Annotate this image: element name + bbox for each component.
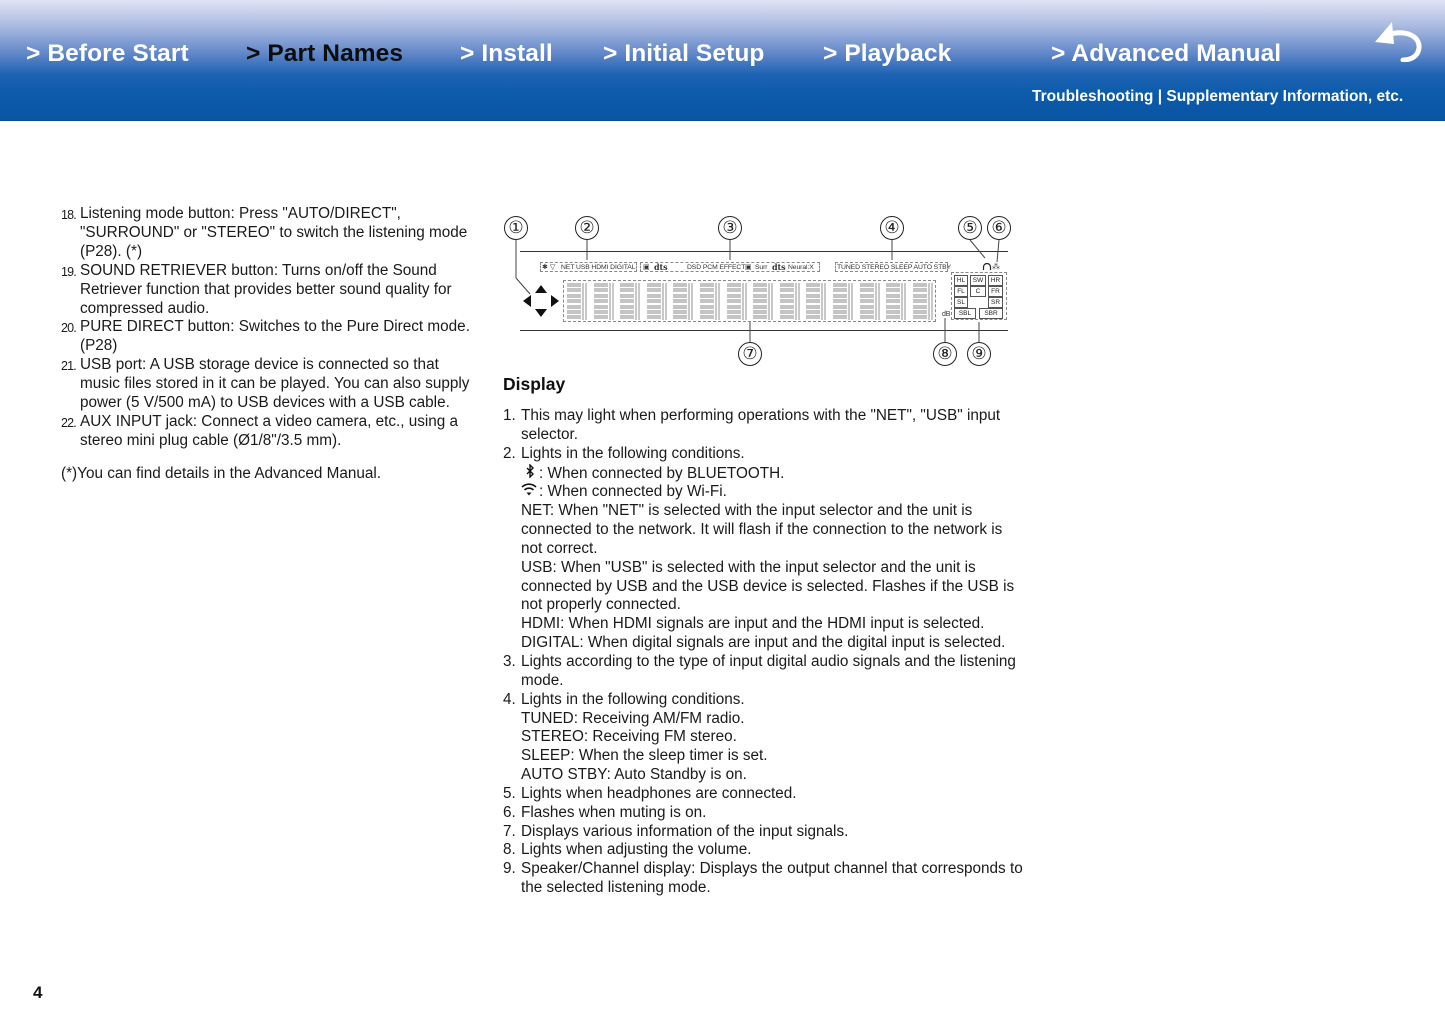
list-item	[503, 407, 1023, 445]
speaker-c: C	[970, 286, 986, 297]
speaker-fl: FL	[954, 286, 968, 297]
sub-item	[503, 464, 1023, 484]
item-number: 5.	[503, 784, 516, 802]
format-indicators: DSD PCM EFFECT	[687, 263, 746, 271]
sub-item: USB: When "USB" is selected with the input selector and the unit is connected by USB and the USB device is selected. Flashes if the USB is not properly connected.	[521, 558, 1015, 614]
item-number: 4.	[503, 690, 516, 708]
item-number: 1.	[503, 407, 516, 424]
item-text: Displays various information of the input signals.	[521, 822, 849, 840]
list-item	[61, 356, 471, 413]
item-text: Speaker/Channel display: Displays the output channel that corresponds to the selected listening mode.	[521, 860, 1023, 897]
item-text: Lights according to the type of input digital audio signals and the listening mode.	[521, 652, 1016, 689]
item-number: 3.	[503, 652, 516, 670]
item-number: 20.	[61, 321, 76, 336]
list-item	[61, 413, 471, 451]
nav-playback[interactable]: > Playback	[823, 40, 952, 67]
list-item	[503, 653, 1023, 691]
character-cell	[567, 283, 587, 320]
callout-1: ①	[504, 216, 528, 240]
supplementary-info-link[interactable]: Supplementary Information, etc.	[1166, 88, 1404, 105]
speaker-sr: SR	[988, 297, 1003, 308]
item-number: 7.	[503, 822, 516, 840]
speaker-hl: HL	[954, 275, 968, 286]
mute-icon: ⁂	[992, 262, 1000, 271]
db-label: dB	[942, 311, 951, 318]
list-item	[61, 262, 471, 319]
item-number: 9.	[503, 860, 516, 878]
character-cell	[727, 283, 747, 320]
callout-5: ⑤	[958, 216, 982, 240]
sub-item: DIGITAL: When digital signals are input and the digital input is selected.	[521, 634, 1006, 652]
input-indicators: NET USB HDMI DIGITAL	[561, 263, 636, 271]
callout-8: ⑧	[933, 342, 957, 366]
item-text: USB port: A USB storage device is connected so that music files stored in it can be played. You can also supply power (5 V/500 mA) to USB devices with a USB cable.	[80, 356, 470, 412]
character-cell	[594, 283, 614, 320]
item-number: 6.	[503, 803, 516, 821]
nav-install[interactable]: > Install	[460, 40, 553, 67]
list-item	[61, 205, 471, 262]
speaker-fr: FR	[988, 286, 1003, 297]
headphones-icon	[982, 262, 992, 271]
item-text: Lights in the following conditions.	[521, 690, 745, 708]
callout-3: ③	[718, 216, 742, 240]
character-cell	[780, 283, 800, 320]
surr-label: Surr	[755, 263, 768, 271]
speaker-sbl: SBL	[954, 308, 976, 319]
dts-neural-label: dts	[772, 262, 786, 272]
item-text: Lights when headphones are connected.	[521, 784, 797, 802]
nav-part-names[interactable]: > Part Names	[246, 40, 404, 67]
main-display-area	[563, 280, 936, 322]
sub-links	[1032, 88, 1403, 106]
character-cell	[673, 283, 693, 320]
list-item	[503, 860, 1023, 898]
list-item	[503, 691, 1023, 710]
sub-text: : When connected by Wi-Fi.	[539, 483, 727, 501]
item-text: PURE DIRECT button: Switches to the Pure Direct mode. (P28)	[80, 318, 470, 355]
wifi-icon: ▽	[550, 264, 556, 271]
sub-item: AUTO STBY: Auto Standby is on.	[521, 766, 747, 784]
sub-text: : When connected by BLUETOOTH.	[539, 464, 785, 482]
sub-item: TUNED: Receiving AM/FM radio.	[521, 709, 745, 727]
item-number: 19.	[61, 264, 76, 279]
nav-advanced-manual[interactable]: > Advanced Manual	[1051, 40, 1282, 67]
sub-item: HDMI: When HDMI signals are input and the HDMI input is selected.	[521, 615, 985, 633]
item-text: Flashes when muting is on.	[521, 803, 707, 821]
character-cell	[700, 283, 720, 320]
callout-6: ⑥	[987, 216, 1011, 240]
link-separator: |	[1153, 88, 1167, 105]
bluetooth-icon: ✱	[542, 264, 548, 271]
dolby-surr-icon: ▣	[745, 264, 752, 271]
wifi-icon	[521, 483, 539, 502]
list-item	[61, 318, 471, 356]
callout-9: ⑨	[967, 342, 991, 366]
dts-label: dts	[654, 262, 668, 272]
nav-before-start[interactable]: > Before Start	[26, 40, 189, 67]
return-arrow-icon[interactable]	[1372, 20, 1424, 62]
character-cell	[886, 283, 906, 320]
character-cell	[647, 283, 667, 320]
speaker-sw: SW	[970, 275, 986, 286]
display-description	[503, 374, 1023, 898]
cursor-arrows-icon	[522, 284, 560, 318]
list-item	[503, 804, 1023, 823]
item-number: 22.	[61, 415, 76, 430]
sub-item	[503, 483, 1023, 502]
speaker-sl: SL	[954, 297, 968, 308]
item-text: SOUND RETRIEVER button: Turns on/off the Sound Retriever function that provides better sound quality for compressed audio.	[80, 261, 452, 317]
status-indicators: TUNED STEREO SLEEP AUTO STBY	[837, 263, 952, 271]
character-cell	[913, 283, 933, 320]
callout-7: ⑦	[738, 342, 762, 366]
nav-initial-setup[interactable]: > Initial Setup	[603, 40, 765, 67]
speaker-hr: HR	[988, 275, 1003, 286]
list-item	[503, 841, 1023, 860]
item-text: AUX INPUT jack: Connect a video camera, etc., using a stereo mini plug cable (Ø1/8"/3.5 mm).	[80, 412, 459, 449]
part-list	[61, 205, 471, 484]
character-cell	[833, 283, 853, 320]
page-number: 4	[33, 983, 43, 1002]
item-number: 2.	[503, 444, 516, 462]
item-number: 21.	[61, 359, 76, 374]
item-text: Lights in the following conditions.	[521, 444, 745, 462]
dolby-icon: ▣	[643, 264, 650, 271]
bluetooth-icon	[521, 464, 539, 484]
list-item	[503, 445, 1023, 464]
sub-item: SLEEP: When the sleep timer is set.	[521, 747, 768, 765]
item-text: Listening mode button: Press "AUTO/DIRECT", "SURROUND" or "STEREO" to switch the listening mode (P28). (*)	[80, 205, 468, 260]
speaker-sbr: SBR	[979, 308, 1003, 319]
item-number: 18.	[61, 208, 76, 222]
sub-item: STEREO: Receiving FM stereo.	[521, 728, 737, 746]
callout-2: ②	[575, 216, 599, 240]
character-cell	[753, 283, 773, 320]
sub-item: NET: When "NET" is selected with the input selector and the unit is connected to the network. It will flash if the connection to the network is not correct.	[521, 502, 1003, 557]
footnote: (*)You can find details in the Advanced Manual.	[61, 464, 382, 482]
item-number: 8.	[503, 841, 516, 859]
item-text: Lights when adjusting the volume.	[521, 841, 752, 859]
callout-4: ④	[880, 216, 904, 240]
list-item	[503, 823, 1023, 842]
header-bar	[0, 0, 1445, 121]
list-item	[503, 785, 1023, 804]
troubleshooting-link[interactable]: Troubleshooting	[1032, 88, 1154, 105]
character-cell	[620, 283, 640, 320]
character-cell	[806, 283, 826, 320]
character-cell	[860, 283, 880, 320]
section-title: Display	[503, 374, 566, 394]
neural-x-label: Neural:X	[788, 263, 814, 271]
item-text: This may light when performing operations with the "NET", "USB" input selector.	[521, 407, 1001, 443]
